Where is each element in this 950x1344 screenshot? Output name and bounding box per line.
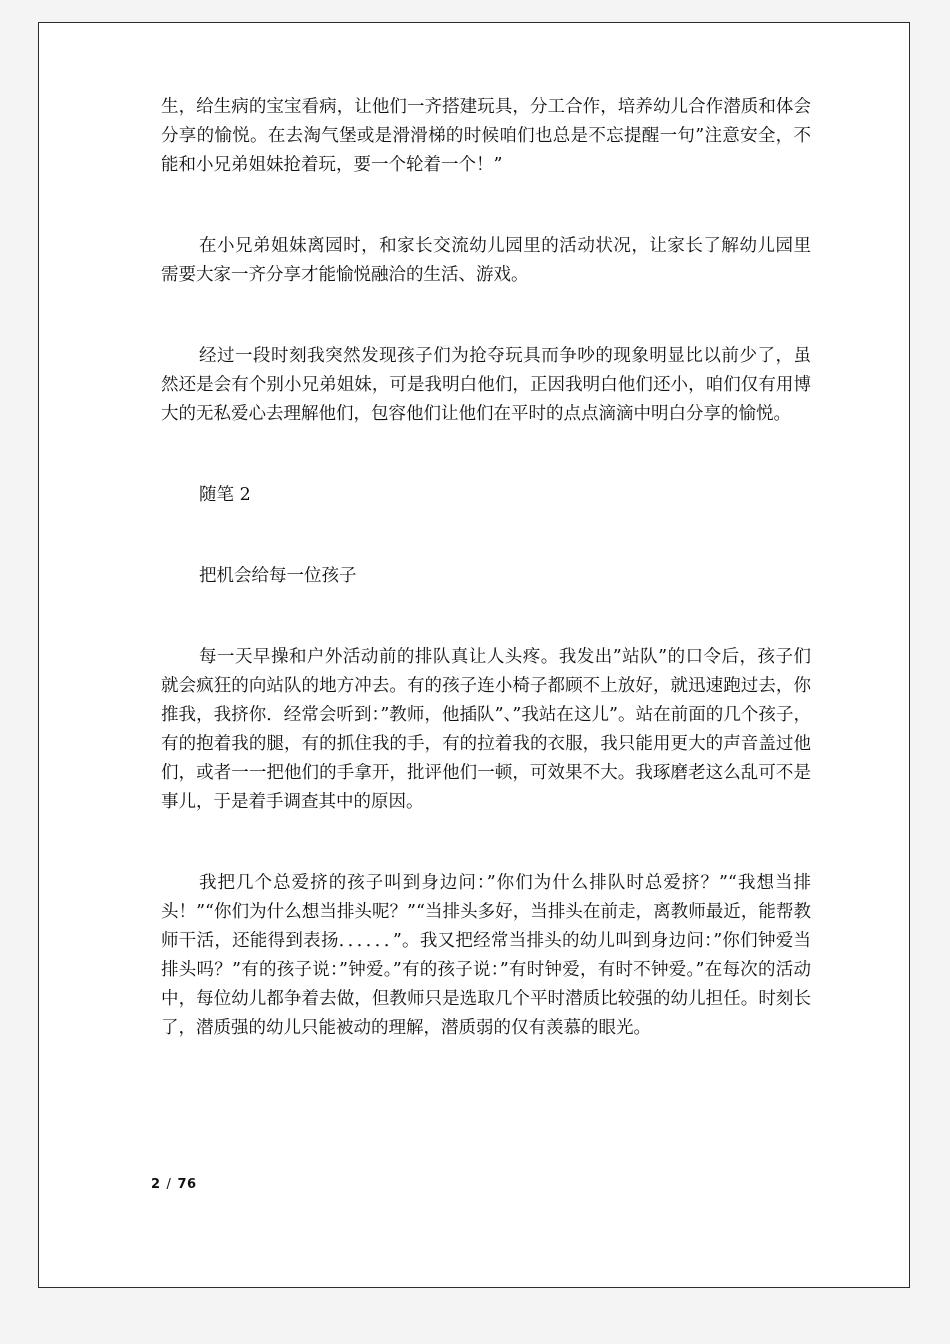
document-page (38, 22, 910, 1288)
paragraph-gap (161, 591, 811, 643)
page-number (151, 1177, 197, 1192)
paragraph: 经过一段时刻我突然发现孩子们为抢夺玩具而争吵的现象明显比以前少了，虽然还是会有个别小兄弟姐妹，可是我明白他们，正因我明白他们还小，咱们仅有用博大的无私爱心去理解他们，包容他们让他们在平时的点点滴滴中明白分享的愉悦。 (161, 346, 811, 424)
page-total: 76 (177, 1177, 197, 1192)
section-heading: 随笔 2 (199, 485, 251, 505)
paragraph-gap (161, 290, 811, 342)
paragraph-gap (161, 817, 811, 869)
paragraph-gap (161, 429, 811, 481)
page-current: 2 (151, 1177, 161, 1192)
paragraph: 我把几个总爱挤的孩子叫到身边问：”你们为什么排队时总爱挤？”“我想当排头！”“你们为什么想当排头呢？”“当排头多好，当排头在前走，离教师最近，能帮教师干活，还能得到表扬．．．．．．”。我又把经常当排头的幼儿叫到身边问：”你们钟爱当排头吗？”有的孩子说：”钟爱。”有的孩子说：”有时钟爱，有时不钟爱。”在每次的活动中，每位幼儿都争着去做，但教师只是选取几个平时潜质比较强的幼儿担任。时刻长了，潜质强的幼儿只能被动的理解，潜质弱的仅有羡慕的眼光。 (161, 873, 811, 1038)
paragraph: 每一天早操和户外活动前的排队真让人头疼。我发出”站队”的口令后，孩子们就会疯狂的向站队的地方冲去。有的孩子连小椅子都顾不上放好，就迅速跑过去，你推我，我挤你．经常会听到：”教师，他插队”、”我站在这儿”。站在前面的几个孩子，有的抱着我的腿，有的抓住我的手，有的拉着我的衣服，我只能用更大的声音盖过他们，或者一一把他们的手拿开，批评他们一顿，可效果不大。我琢磨老这么乱可不是事儿，于是着手调查其中的原因。 (161, 647, 811, 812)
paragraph: 在小兄弟姐妹离园时，和家长交流幼儿园里的活动状况，让家长了解幼儿园里需要大家一齐分享才能愉悦融洽的生活、游戏。 (161, 236, 811, 285)
paragraph-continued: 生，给生病的宝宝看病，让他们一齐搭建玩具，分工合作，培养幼儿合作潜质和体会分享的愉悦。在去淘气堡或是滑滑梯的时候咱们也总是不忘提醒一句”注意安全，不能和小兄弟姐妹抢着玩，要一个轮着一个！” (161, 97, 811, 175)
paragraph-gap (161, 510, 811, 562)
page-separator: / (166, 1177, 172, 1192)
paragraph-gap (161, 180, 811, 232)
page-content (161, 93, 811, 1043)
article-title: 把机会给每一位孩子 (199, 566, 357, 586)
